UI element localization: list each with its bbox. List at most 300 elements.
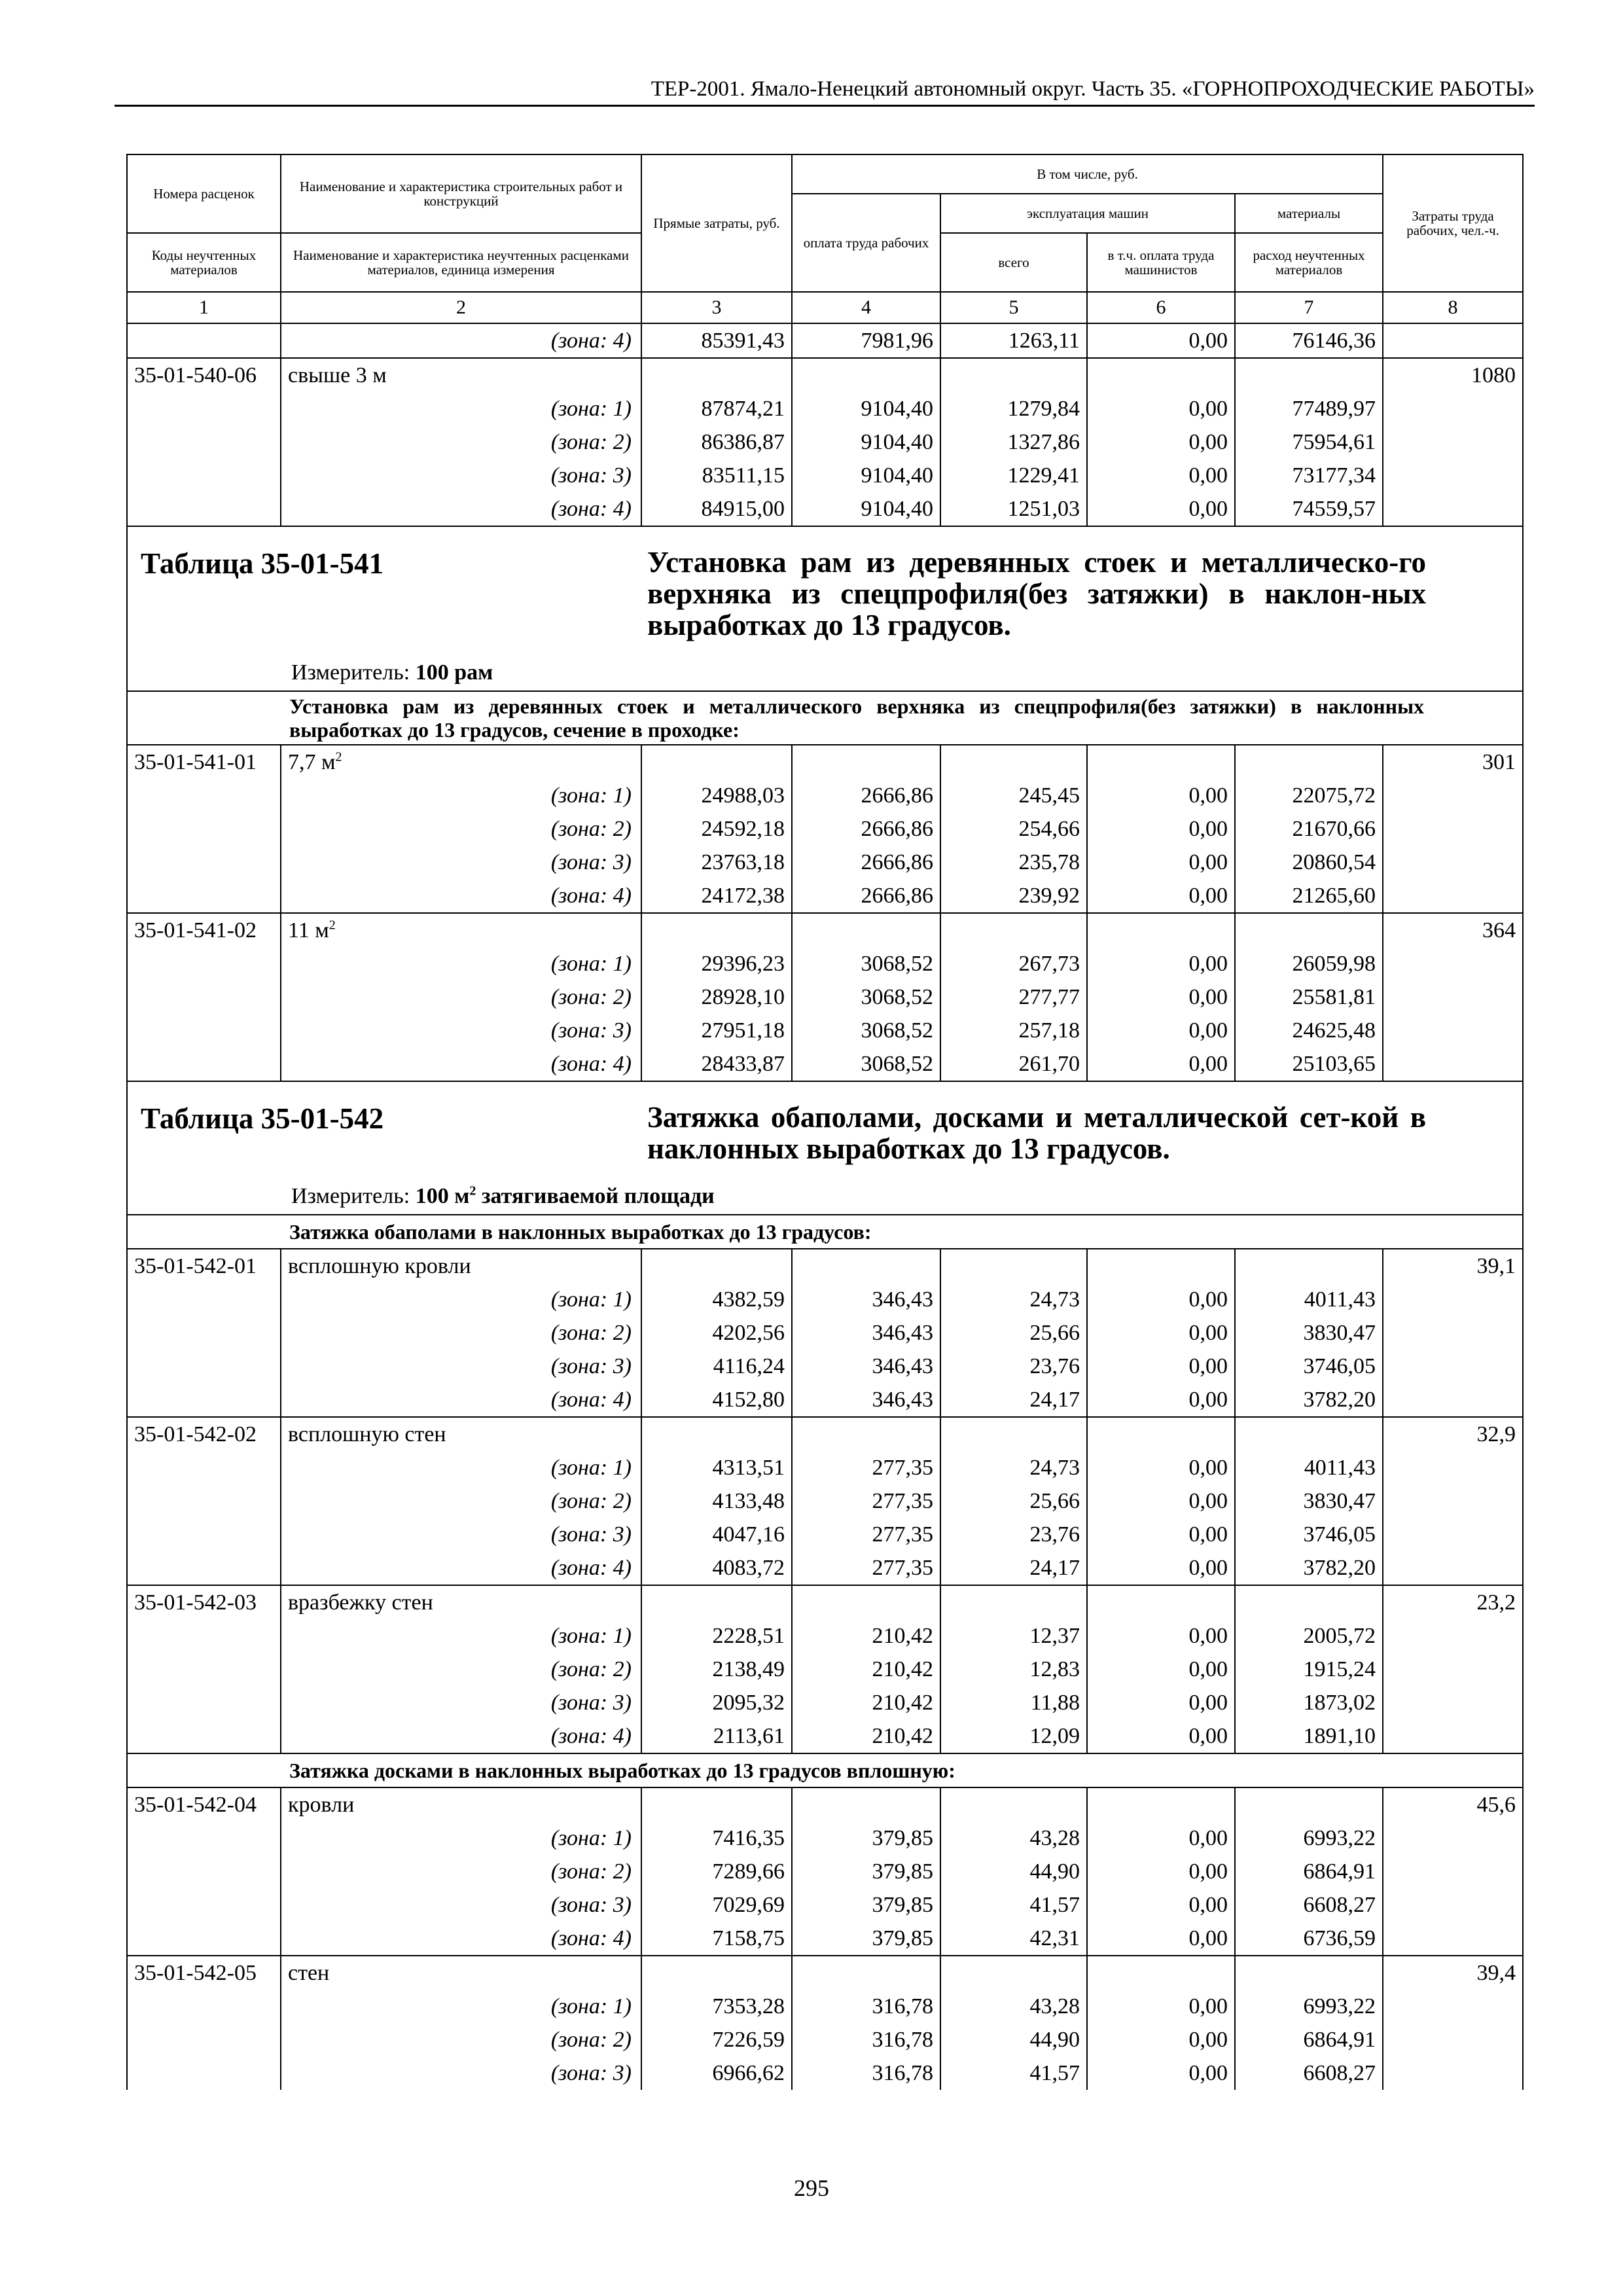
machinists-cost: 0,00: [1087, 1383, 1235, 1417]
zone-label: (зона: 3): [281, 1686, 641, 1719]
col-number: 6: [1087, 292, 1235, 323]
direct-cost: 23763,18: [641, 846, 792, 879]
wage-cost: 346,43: [792, 1283, 940, 1316]
materials-cost: 73177,34: [1235, 459, 1383, 492]
rate-name: вразбежку стен: [281, 1585, 641, 1619]
zone-label: (зона: 1): [281, 779, 641, 812]
wage-cost: 3068,52: [792, 1047, 940, 1081]
wage-cost: 2666,86: [792, 812, 940, 846]
zone-label: (зона: 2): [281, 1653, 641, 1686]
wage-cost: 379,85: [792, 1888, 940, 1922]
labor-cost: 39,1: [1383, 1249, 1523, 1283]
materials-cost: 4011,43: [1235, 1451, 1383, 1484]
wage-cost: 277,35: [792, 1451, 940, 1484]
machinists-cost: 0,00: [1087, 1014, 1235, 1047]
measure-sup: 2: [469, 1183, 476, 1198]
machines-cost: 235,78: [940, 846, 1087, 879]
direct-cost: 4382,59: [641, 1283, 792, 1316]
direct-cost: 29396,23: [641, 947, 792, 980]
table-row: [127, 1283, 1523, 1316]
wage-cost: 277,35: [792, 1551, 940, 1585]
materials-cost: 20860,54: [1235, 846, 1383, 879]
rate-item-header: [127, 745, 1523, 779]
machines-cost: 41,57: [940, 2056, 1087, 2090]
table-row: [127, 879, 1523, 913]
table-row: [127, 846, 1523, 879]
measure-suffix: затягиваемой площади: [481, 1184, 715, 1208]
machines-cost: 43,28: [940, 1990, 1087, 2023]
direct-cost: 7289,66: [641, 1855, 792, 1888]
zone-label: (зона: 1): [281, 1283, 641, 1316]
wage-cost: 316,78: [792, 2056, 940, 2090]
direct-cost: 4133,48: [641, 1484, 792, 1518]
section-title: Затяжка обаполами, досками и металлической сет-кой в наклонных выработках до 13 градусов.: [647, 1101, 1426, 1165]
materials-cost: 3746,05: [1235, 1350, 1383, 1383]
wage-cost: 210,42: [792, 1686, 940, 1719]
rate-item-header: [127, 1585, 1523, 1619]
zone-label: (зона: 1): [281, 1821, 641, 1855]
direct-cost: 6966,62: [641, 2056, 792, 2090]
machines-cost: 24,17: [940, 1383, 1087, 1417]
col-number: 7: [1235, 292, 1383, 323]
direct-cost: 2113,61: [641, 1719, 792, 1753]
group-description: Затяжка досками в наклонных выработках до 13 градусов вплошную:: [289, 1759, 955, 1782]
col-number: 8: [1383, 292, 1523, 323]
labor-cost: 39,4: [1383, 1956, 1523, 1990]
materials-cost: 1915,24: [1235, 1653, 1383, 1686]
wage-cost: 3068,52: [792, 980, 940, 1014]
machinists-cost: 0,00: [1087, 1518, 1235, 1551]
machines-cost: 25,66: [940, 1484, 1087, 1518]
materials-cost: 6608,27: [1235, 2056, 1383, 2090]
table-row: [127, 1888, 1523, 1922]
wage-cost: 7981,96: [792, 323, 940, 358]
zone-label: (зона: 2): [281, 1316, 641, 1350]
materials-cost: 2005,72: [1235, 1619, 1383, 1653]
machinists-cost: 0,00: [1087, 1855, 1235, 1888]
rate-name: стен: [281, 1956, 641, 1990]
table-row: [127, 425, 1523, 459]
materials-cost: 74559,57: [1235, 492, 1383, 526]
machines-cost: 44,90: [940, 1855, 1087, 1888]
labor-cost: 1080: [1383, 358, 1523, 392]
direct-cost: 83511,15: [641, 459, 792, 492]
rate-item-header: [127, 1417, 1523, 1451]
zone-label: (зона: 4): [281, 1719, 641, 1753]
rate-code: 35-01-541-02: [127, 913, 281, 947]
machinists-cost: 0,00: [1087, 392, 1235, 425]
wage-cost: 346,43: [792, 1383, 940, 1417]
wage-cost: 379,85: [792, 1922, 940, 1956]
zone-label: (зона: 4): [281, 323, 641, 358]
rate-code: 35-01-542-02: [127, 1417, 281, 1451]
direct-cost: 24988,03: [641, 779, 792, 812]
col-including: В том числе, руб.: [792, 154, 1383, 194]
table-row: [127, 1383, 1523, 1417]
materials-cost: 26059,98: [1235, 947, 1383, 980]
machines-cost: 12,83: [940, 1653, 1087, 1686]
machines-cost: 267,73: [940, 947, 1087, 980]
direct-cost: 28928,10: [641, 980, 792, 1014]
section-541: [127, 526, 1523, 691]
table-row: [127, 812, 1523, 846]
materials-cost: 6993,22: [1235, 1990, 1383, 2023]
zone-label: (зона: 2): [281, 2023, 641, 2056]
col-machines-total: всего: [940, 233, 1087, 292]
direct-cost: 4313,51: [641, 1451, 792, 1484]
machinists-cost: 0,00: [1087, 1551, 1235, 1585]
machinists-cost: 0,00: [1087, 323, 1235, 358]
section-label: Таблица 35-01-542: [141, 1102, 384, 1135]
section-label: Таблица 35-01-541: [141, 547, 384, 580]
machinists-cost: 0,00: [1087, 779, 1235, 812]
direct-cost: 4116,24: [641, 1350, 792, 1383]
direct-cost: 87874,21: [641, 392, 792, 425]
machines-cost: 261,70: [940, 1047, 1087, 1081]
materials-cost: 22075,72: [1235, 779, 1383, 812]
materials-cost: 6608,27: [1235, 1888, 1383, 1922]
materials-cost: 6864,91: [1235, 1855, 1383, 1888]
machines-cost: 11,88: [940, 1686, 1087, 1719]
rate-code: 35-01-542-05: [127, 1956, 281, 1990]
zone-label: (зона: 1): [281, 1451, 641, 1484]
labor-cost: 301: [1383, 745, 1523, 779]
labor-cost: 32,9: [1383, 1417, 1523, 1451]
table-row: [127, 1990, 1523, 2023]
measure-value: 100 рам: [415, 660, 493, 685]
table-row: [127, 1014, 1523, 1047]
table-row: [127, 392, 1523, 425]
labor-cost: 45,6: [1383, 1787, 1523, 1821]
zone-label: (зона: 2): [281, 1484, 641, 1518]
zone-label: (зона: 4): [281, 1383, 641, 1417]
machines-cost: 24,73: [940, 1451, 1087, 1484]
section-542: [127, 1081, 1523, 1215]
col-machines: эксплуатация машин: [940, 194, 1235, 233]
wage-cost: 316,78: [792, 2023, 940, 2056]
machinists-cost: 0,00: [1087, 846, 1235, 879]
wage-cost: 9104,40: [792, 492, 940, 526]
machinists-cost: 0,00: [1087, 1719, 1235, 1753]
materials-cost: 21265,60: [1235, 879, 1383, 913]
direct-cost: 2228,51: [641, 1619, 792, 1653]
materials-cost: 3782,20: [1235, 1383, 1383, 1417]
zone-label: (зона: 2): [281, 812, 641, 846]
machines-cost: 24,73: [940, 1283, 1087, 1316]
machines-cost: 43,28: [940, 1821, 1087, 1855]
rate-name: [281, 913, 641, 947]
direct-cost: 4202,56: [641, 1316, 792, 1350]
zone-label: (зона: 4): [281, 1551, 641, 1585]
machinists-cost: 0,00: [1087, 947, 1235, 980]
col-materials-unaccounted: расход неучтенных материалов: [1235, 233, 1383, 292]
rate-code: 35-01-542-04: [127, 1787, 281, 1821]
col-number: 4: [792, 292, 940, 323]
machines-cost: 254,66: [940, 812, 1087, 846]
table-row: [127, 1686, 1523, 1719]
machines-cost: 277,77: [940, 980, 1087, 1014]
materials-cost: 24625,48: [1235, 1014, 1383, 1047]
wage-cost: 277,35: [792, 1484, 940, 1518]
wage-cost: 2666,86: [792, 779, 940, 812]
materials-cost: 3782,20: [1235, 1551, 1383, 1585]
rate-code: 35-01-541-01: [127, 745, 281, 779]
machines-cost: 1327,86: [940, 425, 1087, 459]
table-row: [127, 1619, 1523, 1653]
machinists-cost: 0,00: [1087, 1922, 1235, 1956]
materials-cost: 4011,43: [1235, 1283, 1383, 1316]
col-number: 2: [281, 292, 641, 323]
table-row: [127, 1719, 1523, 1753]
direct-cost: 27951,18: [641, 1014, 792, 1047]
col-direct: Прямые затраты, руб.: [641, 154, 792, 292]
machinists-cost: 0,00: [1087, 459, 1235, 492]
machinists-cost: 0,00: [1087, 1350, 1235, 1383]
wage-cost: 210,42: [792, 1653, 940, 1686]
rate-name-sup: 2: [329, 918, 336, 933]
direct-cost: 24172,38: [641, 879, 792, 913]
zone-label: (зона: 4): [281, 879, 641, 913]
col-machines-wage: в т.ч. оплата труда машинистов: [1087, 233, 1235, 292]
machinists-cost: 0,00: [1087, 1990, 1235, 2023]
materials-cost: 76146,36: [1235, 323, 1383, 358]
machines-cost: 1263,11: [940, 323, 1087, 358]
machinists-cost: 0,00: [1087, 879, 1235, 913]
direct-cost: 2138,49: [641, 1653, 792, 1686]
table-row: [127, 1551, 1523, 1585]
rate-item-header: [127, 1787, 1523, 1821]
materials-cost: 3746,05: [1235, 1518, 1383, 1551]
zone-label: (зона: 3): [281, 2056, 641, 2090]
machinists-cost: 0,00: [1087, 1619, 1235, 1653]
zone-label: (зона: 3): [281, 1518, 641, 1551]
machinists-cost: 0,00: [1087, 1316, 1235, 1350]
machinists-cost: 0,00: [1087, 1686, 1235, 1719]
section-measure: [291, 660, 493, 685]
page-header: ТЕР-2001. Ямало-Ненецкий автономный округ. Часть 35. «ГОРНОПРОХОДЧЕСКИЕ РАБОТЫ»: [651, 77, 1535, 101]
machinists-cost: 0,00: [1087, 492, 1235, 526]
materials-cost: 25103,65: [1235, 1047, 1383, 1081]
group-description-row: [127, 1753, 1523, 1787]
machinists-cost: 0,00: [1087, 2056, 1235, 2090]
wage-cost: 346,43: [792, 1316, 940, 1350]
zone-label: (зона: 3): [281, 1350, 641, 1383]
direct-cost: 24592,18: [641, 812, 792, 846]
labor-cost: 23,2: [1383, 1585, 1523, 1619]
rate-item-header: [127, 913, 1523, 947]
machinists-cost: 0,00: [1087, 1888, 1235, 1922]
machines-cost: 245,45: [940, 779, 1087, 812]
materials-cost: 6993,22: [1235, 1821, 1383, 1855]
rate-code: 35-01-542-01: [127, 1249, 281, 1283]
labor-cost: 364: [1383, 913, 1523, 947]
machines-cost: 1229,41: [940, 459, 1087, 492]
zone-label: (зона: 2): [281, 1855, 641, 1888]
zone-label: (зона: 3): [281, 1014, 641, 1047]
wage-cost: 210,42: [792, 1719, 940, 1753]
table-row: [127, 980, 1523, 1014]
zone-label: (зона: 1): [281, 392, 641, 425]
col-wage: оплата труда рабочих: [792, 194, 940, 292]
direct-cost: 7353,28: [641, 1990, 792, 2023]
machinists-cost: 0,00: [1087, 1821, 1235, 1855]
wage-cost: 210,42: [792, 1619, 940, 1653]
zone-label: (зона: 1): [281, 1990, 641, 2023]
table-row: [127, 779, 1523, 812]
machinists-cost: 0,00: [1087, 980, 1235, 1014]
col-name-top: Наименование и характеристика строительных работ и конструкций: [281, 154, 641, 233]
wage-cost: 2666,86: [792, 879, 940, 913]
table-row: [127, 2023, 1523, 2056]
table-row: [127, 1484, 1523, 1518]
machines-cost: 44,90: [940, 2023, 1087, 2056]
col-number: 1: [127, 292, 281, 323]
table-row: [127, 1047, 1523, 1081]
rate-name: всплошную стен: [281, 1417, 641, 1451]
wage-cost: 379,85: [792, 1821, 940, 1855]
materials-cost: 21670,66: [1235, 812, 1383, 846]
group-description: Затяжка обаполами в наклонных выработках до 13 градусов:: [289, 1220, 872, 1244]
machinists-cost: 0,00: [1087, 1653, 1235, 1686]
machinists-cost: 0,00: [1087, 1451, 1235, 1484]
machines-cost: 23,76: [940, 1518, 1087, 1551]
header-rule: [115, 105, 1535, 107]
wage-cost: 9104,40: [792, 459, 940, 492]
wage-cost: 3068,52: [792, 947, 940, 980]
wage-cost: 9104,40: [792, 392, 940, 425]
machines-cost: 12,37: [940, 1619, 1087, 1653]
machinists-cost: 0,00: [1087, 1283, 1235, 1316]
direct-cost: 85391,43: [641, 323, 792, 358]
machines-cost: 23,76: [940, 1350, 1087, 1383]
rate-code: 35-01-540-06: [127, 358, 281, 392]
measure-prefix: Измеритель:: [291, 660, 410, 685]
section-description: Установка рам из деревянных стоек и металлического верхняка из спецпрофиля(без затяжки) в наклонных выработках до 13 градусов, сечение в проходке:: [289, 694, 1425, 742]
rate-item-header: [127, 1249, 1523, 1283]
direct-cost: 4152,80: [641, 1383, 792, 1417]
direct-cost: 7029,69: [641, 1888, 792, 1922]
table-row: [127, 1922, 1523, 1956]
zone-label: (зона: 3): [281, 459, 641, 492]
direct-cost: 84915,00: [641, 492, 792, 526]
wage-cost: 346,43: [792, 1350, 940, 1383]
machinists-cost: 0,00: [1087, 1484, 1235, 1518]
direct-cost: 4083,72: [641, 1551, 792, 1585]
section-title: Установка рам из деревянных стоек и металлическо-го верхняка из спецпрофиля(без затяжки) в наклон-ных выработках до 13 градусов.: [647, 546, 1426, 641]
machines-cost: 1251,03: [940, 492, 1087, 526]
machinists-cost: 0,00: [1087, 2023, 1235, 2056]
col-codes-bottom: Коды неучтенных материалов: [127, 233, 281, 292]
table-row: [127, 947, 1523, 980]
zone-label: (зона: 2): [281, 980, 641, 1014]
zone-label: (зона: 4): [281, 492, 641, 526]
materials-cost: 6864,91: [1235, 2023, 1383, 2056]
machinists-cost: 0,00: [1087, 1047, 1235, 1081]
machinists-cost: 0,00: [1087, 425, 1235, 459]
direct-cost: 2095,32: [641, 1686, 792, 1719]
table-row: [127, 492, 1523, 526]
rate-name-sup: 2: [335, 749, 342, 764]
rate-name-text: 7,7 м: [288, 750, 336, 774]
wage-cost: 3068,52: [792, 1014, 940, 1047]
machines-cost: 12,09: [940, 1719, 1087, 1753]
machinists-cost: 0,00: [1087, 812, 1235, 846]
machines-cost: 25,66: [940, 1316, 1087, 1350]
machines-cost: 239,92: [940, 879, 1087, 913]
table-row: [127, 459, 1523, 492]
wage-cost: 316,78: [792, 1990, 940, 2023]
rate-name: всплошную кровли: [281, 1249, 641, 1283]
direct-cost: 7158,75: [641, 1922, 792, 1956]
wage-cost: 2666,86: [792, 846, 940, 879]
materials-cost: 75954,61: [1235, 425, 1383, 459]
rate-name: [281, 745, 641, 779]
group-description-row: [127, 1215, 1523, 1249]
machines-cost: 257,18: [940, 1014, 1087, 1047]
col-labor: Затраты труда рабочих, чел.-ч.: [1383, 154, 1523, 292]
direct-cost: 4047,16: [641, 1518, 792, 1551]
direct-cost: 28433,87: [641, 1047, 792, 1081]
table-row: [127, 323, 1523, 358]
wage-cost: 277,35: [792, 1518, 940, 1551]
section-measure: [291, 1184, 715, 1209]
rate-name: свыше 3 м: [281, 358, 641, 392]
materials-cost: 77489,97: [1235, 392, 1383, 425]
wage-cost: 9104,40: [792, 425, 940, 459]
machines-cost: 41,57: [940, 1888, 1087, 1922]
table-row: [127, 1518, 1523, 1551]
materials-cost: 25581,81: [1235, 980, 1383, 1014]
col-number: 5: [940, 292, 1087, 323]
rate-item-header: [127, 1956, 1523, 1990]
col-number: 3: [641, 292, 792, 323]
machines-cost: 24,17: [940, 1551, 1087, 1585]
zone-label: (зона: 4): [281, 1047, 641, 1081]
direct-cost: 7416,35: [641, 1821, 792, 1855]
zone-label: (зона: 2): [281, 425, 641, 459]
page-number: 295: [794, 2175, 829, 2201]
zone-label: (зона: 3): [281, 1888, 641, 1922]
section-description-row: [127, 691, 1523, 745]
materials-cost: 1873,02: [1235, 1686, 1383, 1719]
wage-cost: 379,85: [792, 1855, 940, 1888]
zone-label: (зона: 1): [281, 947, 641, 980]
materials-cost: 3830,47: [1235, 1316, 1383, 1350]
rate-code: 35-01-542-03: [127, 1585, 281, 1619]
table-row: [127, 1821, 1523, 1855]
materials-cost: 3830,47: [1235, 1484, 1383, 1518]
direct-cost: 7226,59: [641, 2023, 792, 2056]
table-row: [127, 1451, 1523, 1484]
rates-table: [126, 154, 1524, 2090]
machines-cost: 1279,84: [940, 392, 1087, 425]
zone-label: (зона: 4): [281, 1922, 641, 1956]
zone-label: (зона: 1): [281, 1619, 641, 1653]
table-row: [127, 1855, 1523, 1888]
materials-cost: 6736,59: [1235, 1922, 1383, 1956]
rate-name-text: 11 м: [288, 918, 329, 942]
col-name-bottom: Наименование и характеристика неучтенных расценками материалов, единица измерения: [281, 233, 641, 292]
table-row: [127, 1316, 1523, 1350]
table-row: [127, 1350, 1523, 1383]
col-materials: материалы: [1235, 194, 1383, 233]
zone-label: (зона: 3): [281, 846, 641, 879]
rate-name: кровли: [281, 1787, 641, 1821]
machines-cost: 42,31: [940, 1922, 1087, 1956]
measure-prefix: Измеритель:: [291, 1184, 410, 1208]
measure-value: 100 м: [415, 1184, 470, 1208]
rate-item-header: [127, 358, 1523, 392]
